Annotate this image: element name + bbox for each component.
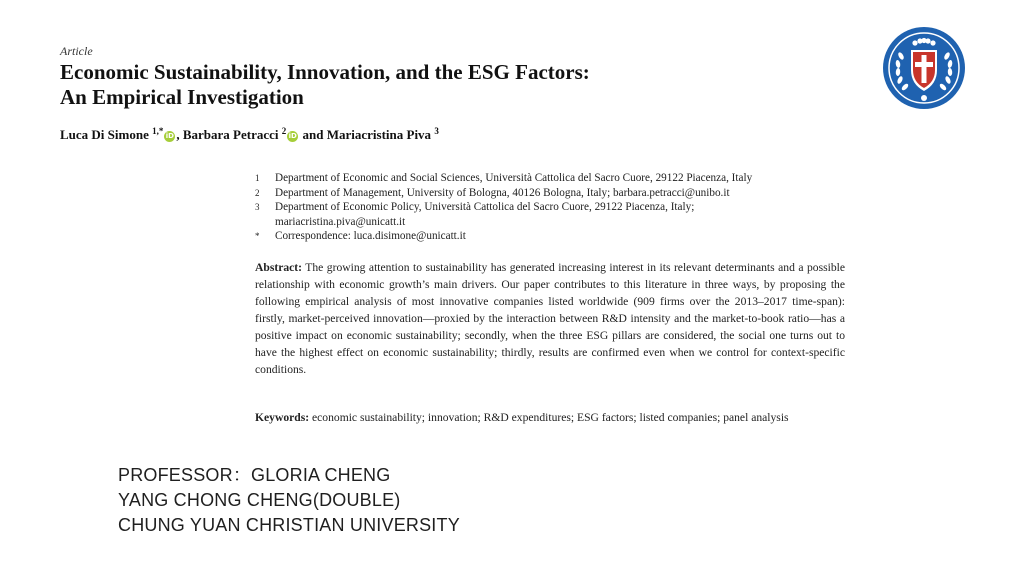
affiliation-number: 1 xyxy=(255,173,260,183)
author-name: Mariacristina Piva xyxy=(326,127,432,142)
affiliation-item xyxy=(255,200,855,215)
author-affiliation-mark: 1,* xyxy=(152,126,164,136)
affiliation-item xyxy=(255,171,855,186)
author-name: Luca Di Simone xyxy=(60,127,149,142)
article-type-label: Article xyxy=(60,44,93,58)
correspondence-mark: * xyxy=(255,231,260,242)
correspondence-text: Correspondence: luca.disimone@unicatt.it xyxy=(275,230,466,243)
university-seal-icon xyxy=(882,26,966,110)
author-conjunction: and xyxy=(302,127,324,142)
presenter-university: CHUNG YUAN CHRISTIAN UNIVERSITY xyxy=(118,515,460,535)
affiliation-text: Department of Economic and Social Sciences, Università Cattolica del Sacro Cuore, 29122 Piacenza, Italy xyxy=(275,172,753,184)
affiliation-number xyxy=(255,215,275,230)
affiliation-text: mariacristina.piva@unicatt.it xyxy=(275,215,406,228)
author-affiliation-mark: 3 xyxy=(434,126,439,136)
orcid-icon[interactable]: iD xyxy=(165,132,174,140)
abstract xyxy=(255,259,845,378)
affiliation-item xyxy=(255,229,855,244)
presenter-info xyxy=(118,463,460,538)
affiliation-text: Department of Management, University of Bologna, 40126 Bologna, Italy; barbara.petracci@unibo.it xyxy=(275,186,730,199)
paper-title xyxy=(60,60,820,110)
keywords-label: Keywords: xyxy=(255,411,310,424)
affiliation-number: 3 xyxy=(255,202,260,213)
affiliation-text: Department of Economic Policy, Università Cattolica del Sacro Cuore, 29122 Piacenza, Italy; xyxy=(275,201,695,214)
paper-title-line-1: Economic Sustainability, Innovation, and the ESG Factors: xyxy=(60,60,590,84)
orcid-icon[interactable]: iD xyxy=(288,132,297,140)
affiliation-list xyxy=(255,171,855,244)
presenter-professor: PROFESSOR：GLORIA CHENG xyxy=(118,465,391,485)
keywords xyxy=(255,409,845,426)
presenter-student: YANG CHONG CHENG(DOUBLE) xyxy=(118,490,401,510)
author-list: Luca Di Simone $^{1,*}$ iD , Barbara Petracci $^2$ iD and Mariacristina Piva $^3$ xyxy=(60,126,439,142)
affiliation-item xyxy=(255,215,855,230)
author-name: Barbara Petracci xyxy=(182,127,279,142)
abstract-label: Abstract: xyxy=(255,261,303,274)
affiliation-number: 2 xyxy=(255,187,260,198)
abstract-text: The growing attention to sustainability has generated increasing interest in its relevant determinants and a possible relationship with economic growth’s main drivers. Our paper contributes to this literature in three ways, by proposing the following empirical analysis of most innovative companies listed worldwide (909 firms over the 2013–2017 time-span): firstly, market-perceived innovation—proxied by the interaction between R&D intensity and the market-to-book ratio—has a positive impact on economic sustainability; secondly, when the three ESG pillars are considered, the social one turns out to have the highest effect on economic sustainability; thirdly, results are confirmed even when we control for context-specific conditions. xyxy=(255,261,845,376)
author-affiliation-mark: 2 xyxy=(281,126,287,136)
keywords-text: economic sustainability; innovation; R&D expenditures; ESG factors; listed companies; panel analysis xyxy=(312,411,789,424)
paper-title-line-2: An Empirical Investigation xyxy=(60,85,304,109)
affiliation-item xyxy=(255,186,855,201)
